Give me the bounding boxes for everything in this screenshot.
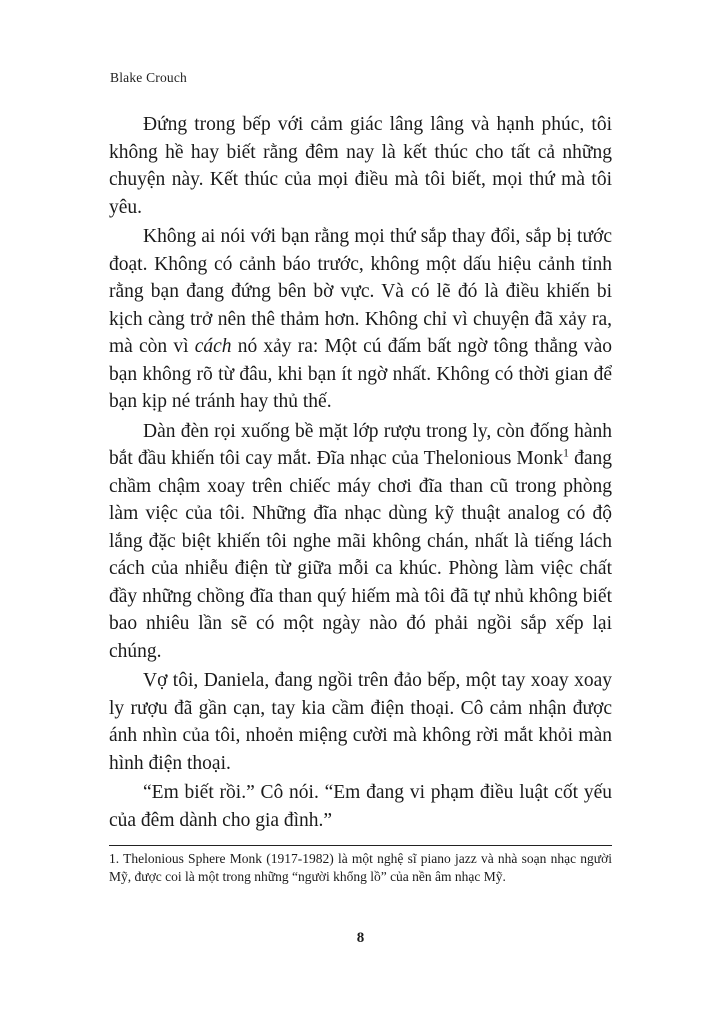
paragraph [109, 223, 612, 416]
body-text [109, 111, 612, 836]
paragraph-text: Dàn đèn rọi xuống bề mặt lớp rượu trong ly, còn đống hành bắt đầu khiến tôi cay mắt. Đĩa nhạc của Thelonious Monk [109, 420, 612, 469]
running-header-author: Blake Crouch [110, 70, 188, 85]
footnote-rule [109, 845, 612, 846]
paragraph [109, 418, 612, 666]
italic-text: cách [194, 336, 232, 357]
paragraph [109, 111, 612, 221]
page-number: 8 [356, 930, 365, 946]
paragraph-text: đang chầm chậm xoay trên chiếc máy chơi đĩa than cũ trong phòng làm việc của tôi. Những đĩa nhạc dùng kỹ thuật analog có độ lắng đặc biệt khiến tôi nghe mãi không chán, nhất là tiếng lách cách của nhiễu điện từ giữa mỗi ca khúc. Phòng làm việc chất đầy những chồng đĩa than quý hiếm mà tôi đã tự nhủ không biết bao nhiêu lần sẽ có một ngày nào đó phải ngồi sắp xếp lại chúng. [109, 448, 612, 662]
paragraph-text: nó xảy ra: Một cú đấm bất ngờ tông thẳng vào bạn không rõ từ đâu, khi bạn ít ngờ nhất. Không có thời gian để bạn kịp né tránh hay thủ thế. [109, 336, 612, 412]
paragraph-text: Không ai nói với bạn rằng mọi thứ sắp thay đổi, sắp bị tước đoạt. Không có cảnh báo trước, không một dấu hiệu cảnh tỉnh rằng bạn đang đứng bên bờ vực. Và có lẽ đó là điều khiến bi kịch càng trở nên thê thảm hơn. Không chỉ vì chuyện đã xảy ra, mà còn vì [109, 226, 612, 357]
footnote-marker: 1 [563, 445, 569, 460]
paragraph [109, 779, 612, 834]
footnote-area [109, 845, 612, 885]
paragraph [109, 667, 612, 777]
paragraph-text: “Em biết rồi.” Cô nói. “Em đang vi phạm điều luật cốt yếu của đêm dành cho gia đình.” [109, 782, 612, 831]
paragraph-text: Vợ tôi, Daniela, đang ngồi trên đảo bếp, một tay xoay xoay ly rượu đã gần cạn, tay kia cầm điện thoại. Cô cảm nhận được ánh nhìn của tôi, nhoẻn miệng cười mà không rời mắt khỏi màn hình điện thoại. [109, 670, 612, 774]
footnote-text: 1. Thelonious Sphere Monk (1917-1982) là một nghệ sĩ piano jazz và nhà soạn nhạc người Mỹ, được coi là một trong những “người khổng lồ” của nền âm nhạc Mỹ. [109, 851, 612, 884]
paragraph-text: Đứng trong bếp với cảm giác lâng lâng và hạnh phúc, tôi không hề hay biết rằng đêm nay là kết thúc cho tất cả những chuyện này. Kết thúc của mọi điều mà tôi biết, mọi thứ mà tôi yêu. [109, 114, 612, 218]
